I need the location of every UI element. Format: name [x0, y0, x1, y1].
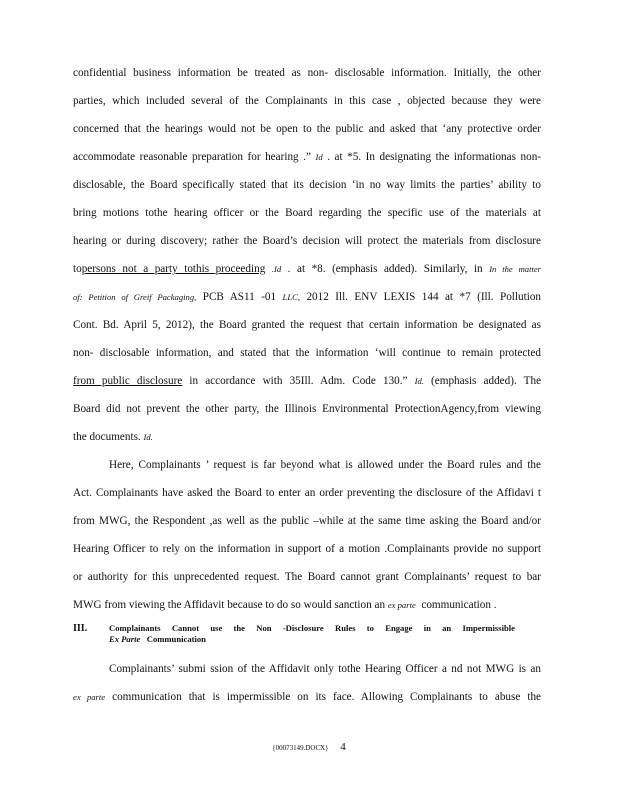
text-run: Board did not prevent the other party, the Illinois Environmental ProtectionAgency,from viewing: [73, 403, 541, 415]
latin-term: Ex Parte: [109, 634, 141, 644]
text-run: Act. Complainants have asked the Board to enter an order preventing the disclosure of the Affidavi t: [73, 487, 541, 499]
text-run: . at *8. (emphasis added). Similarly, in: [287, 263, 483, 275]
text-run: the documents.: [73, 431, 141, 443]
text-run: (emphasis added). The: [431, 375, 542, 387]
citation-id: Id.: [414, 376, 424, 386]
case-name: of: Petition of Greif Packaging,: [73, 292, 197, 302]
text-line: [73, 541, 541, 557]
page-number: 4: [340, 741, 346, 753]
text-run: in accordance with 35Ill. Adm. Code 130.”: [189, 375, 408, 387]
text-line: [73, 205, 541, 221]
text-line: [73, 289, 541, 305]
text-run: hearing or during discovery; rather the Board’s decision will protect the materials from disclosure: [73, 235, 541, 247]
text-run: 2012 Ill. ENV LEXIS 144 at *7 (Ill. Pollution: [306, 291, 542, 303]
text-line: [73, 317, 541, 333]
text-run: non- disclosable information, and stated that the information ‘will continue to remain protected: [73, 347, 541, 359]
text-line: [73, 597, 541, 613]
text-line: [73, 689, 541, 705]
text-line: [73, 429, 541, 445]
case-name: In the matter: [489, 264, 542, 274]
section-title-line2: [109, 634, 206, 645]
text-run: confidential business information be treated as non- disclosable information. Initially, the other: [73, 67, 541, 79]
text-line: [109, 457, 541, 473]
latin-term: ex parte: [73, 692, 106, 702]
text-line: [73, 261, 541, 277]
page-footer: [0, 741, 618, 753]
text-line: [73, 65, 541, 81]
text-run: parties, which included several of the Complainants in this case , objected because they were: [73, 95, 541, 107]
text-run: PCB AS11 -01: [202, 291, 277, 303]
text-run: disclosable, the Board specifically stated that its decision ‘in no way limits the parties’ ability to: [73, 179, 541, 191]
section-title: Complainants Cannot use the Non -Disclosure Rules to Engage in an Impermissible: [109, 623, 515, 633]
text-run: communication that is impermissible on its face. Allowing Complainants to abuse the: [112, 691, 541, 703]
text-line: [73, 345, 541, 361]
emphasized-text: from public disclosure: [73, 375, 183, 387]
citation-id: .Id: [271, 264, 282, 274]
text-run: communication .: [421, 599, 497, 611]
text-run: Hearing Officer to rely on the information in support of a motion .Complainants provide no support: [73, 543, 541, 555]
text-run: accommodate reasonable preparation for hearing .”: [73, 151, 311, 163]
text-run: concerned that the hearings would not be open to the public and asked that ‘any protective order: [73, 123, 541, 135]
text-line: [73, 149, 541, 165]
text-line: [73, 121, 541, 137]
section-number: III.: [73, 623, 88, 634]
text-line: [73, 233, 541, 249]
text-line: [73, 569, 541, 585]
text-line: [109, 661, 541, 677]
text-run: or authority for this unprecedented request. The Board cannot grant Complainants’ request to bar: [73, 571, 541, 583]
text-run: . at *5. In designating the informationas non-: [327, 151, 542, 163]
text-line: [73, 93, 541, 109]
text-run: MWG from viewing the Affidavit because to do so would sanction an: [73, 599, 386, 611]
latin-term: ex parte: [387, 600, 416, 610]
text-run: to: [73, 263, 82, 275]
text-run: Cont. Bd. April 5, 2012), the Board granted the request that certain information be designated as: [73, 319, 541, 331]
text-run: Complainants’ submi ssion of the Affidavit only tothe Hearing Officer a nd not MWG is an: [109, 663, 541, 675]
document-id: {00073149.DOCX}: [272, 744, 329, 752]
text-line: [73, 177, 541, 193]
text-run: Here, Complainants ’ request is far beyond what is allowed under the Board rules and the: [109, 459, 541, 471]
text-run: Communication: [146, 634, 206, 644]
text-line: [73, 485, 541, 501]
case-name: LLC,: [282, 292, 300, 302]
text-run: from MWG, the Respondent ,as well as the public –while at the same time asking the Board and/or: [73, 515, 541, 527]
text-run: bring motions tothe hearing officer or the Board regarding the specific use of the materials at: [73, 207, 541, 219]
citation-id: Id: [315, 152, 323, 162]
citation-id: Id.: [143, 432, 153, 442]
emphasized-text: persons not a party tothis proceeding: [81, 263, 266, 275]
text-line: [73, 401, 541, 417]
text-line: [73, 513, 541, 529]
text-line: [73, 373, 541, 389]
